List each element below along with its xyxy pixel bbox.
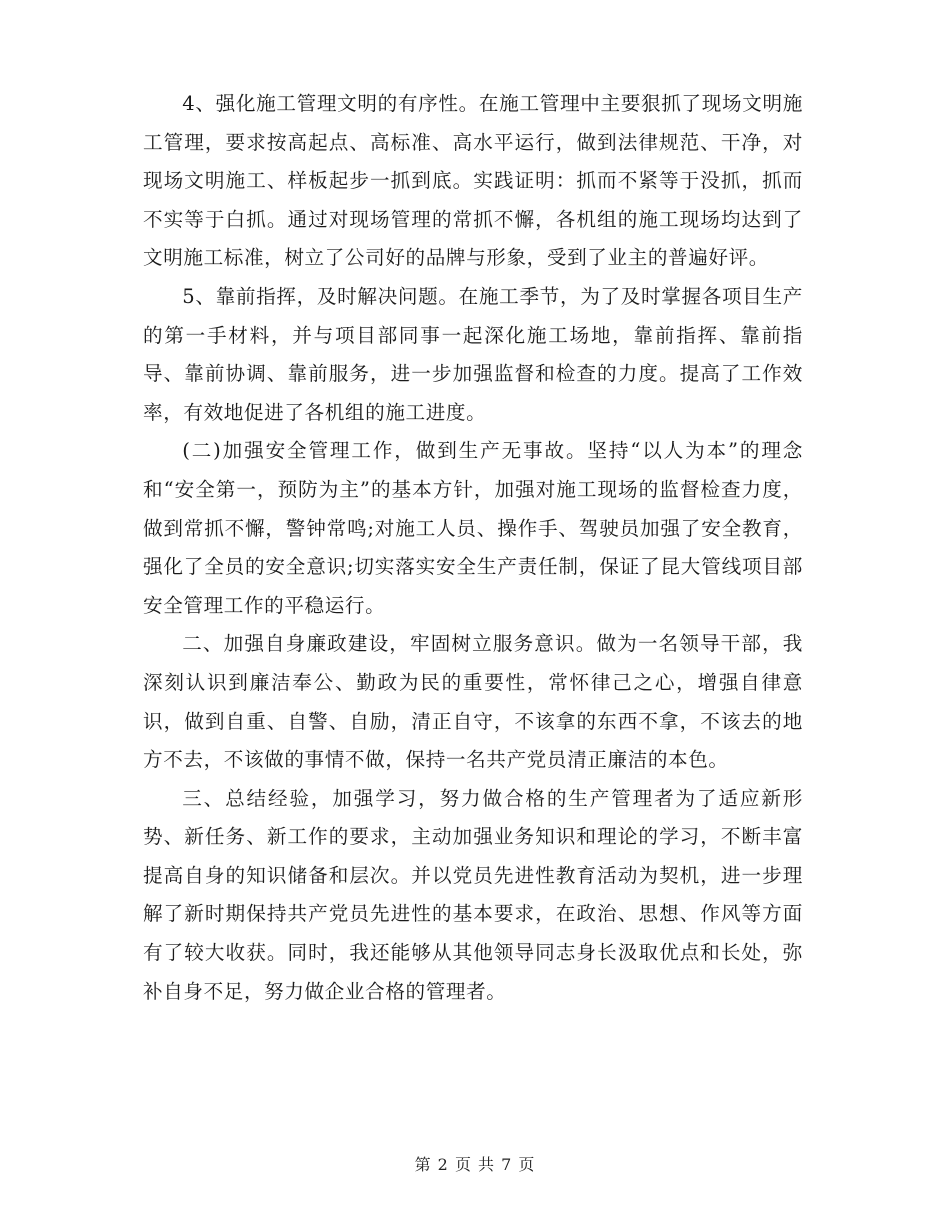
paragraph-safety-management: (二)加强安全管理工作，做到生产无事故。坚持“以人为本”的理念和“安全第一，预防为主”的基本方针，加强对施工现场的监督检查力度，做到常抓不懈，警钟常鸣;对施工人员、操作手、驾驶员加强了安全教育，强化了全员的安全意识;切实落实安全生产责任制，保证了昆大管线项目部安全管理工作的平稳运行。 (143, 439, 803, 617)
document-body (143, 85, 803, 1011)
page-number-footer: 第 2 页 共 7 页 (414, 1155, 536, 1174)
paragraph-integrity-building: 二、加强自身廉政建设，牢固树立服务意识。做为一名领导干部，我深刻认识到廉洁奉公、勤政为民的重要性，常怀律己之心，增强自律意识，做到自重、自警、自励，清正自守，不该拿的东西不拿，不该去的地方不去，不该做的事情不做，保持一名共产党员清正廉洁的本色。 (143, 632, 803, 772)
paragraph-item-4-civilized-construction: 4、强化施工管理文明的有序性。在施工管理中主要狠抓了现场文明施工管理，要求按高起点、高标准、高水平运行，做到法律规范、干净，对现场文明施工、样板起步一抓到底。实践证明：抓而不紧等于没抓，抓而不实等于白抓。通过对现场管理的常抓不懈，各机组的施工现场均达到了文明施工标准，树立了公司好的品牌与形象，受到了业主的普遍好评。 (143, 92, 803, 270)
paragraph-learning-experience: 三、总结经验，加强学习，努力做合格的生产管理者为了适应新形势、新任务、新工作的要求，主动加强业务知识和理论的学习，不断丰富提高自身的知识储备和层次。并以党员先进性教育活动为契机，进一步理解了新时期保持共产党员先进性的基本要求，在政治、思想、作风等方面有了较大收获。同时，我还能够从其他领导同志身长汲取优点和长处，弥补自身不足，努力做企业合格的管理者。 (143, 786, 803, 1003)
paragraph-item-5-front-line-command: 5、靠前指挥，及时解决问题。在施工季节，为了及时掌握各项目生产的第一手材料，并与项目部同事一起深化施工场地，靠前指挥、靠前指导、靠前协调、靠前服务，进一步加强监督和检查的力度。提高了工作效率，有效地促进了各机组的施工进度。 (143, 284, 803, 424)
